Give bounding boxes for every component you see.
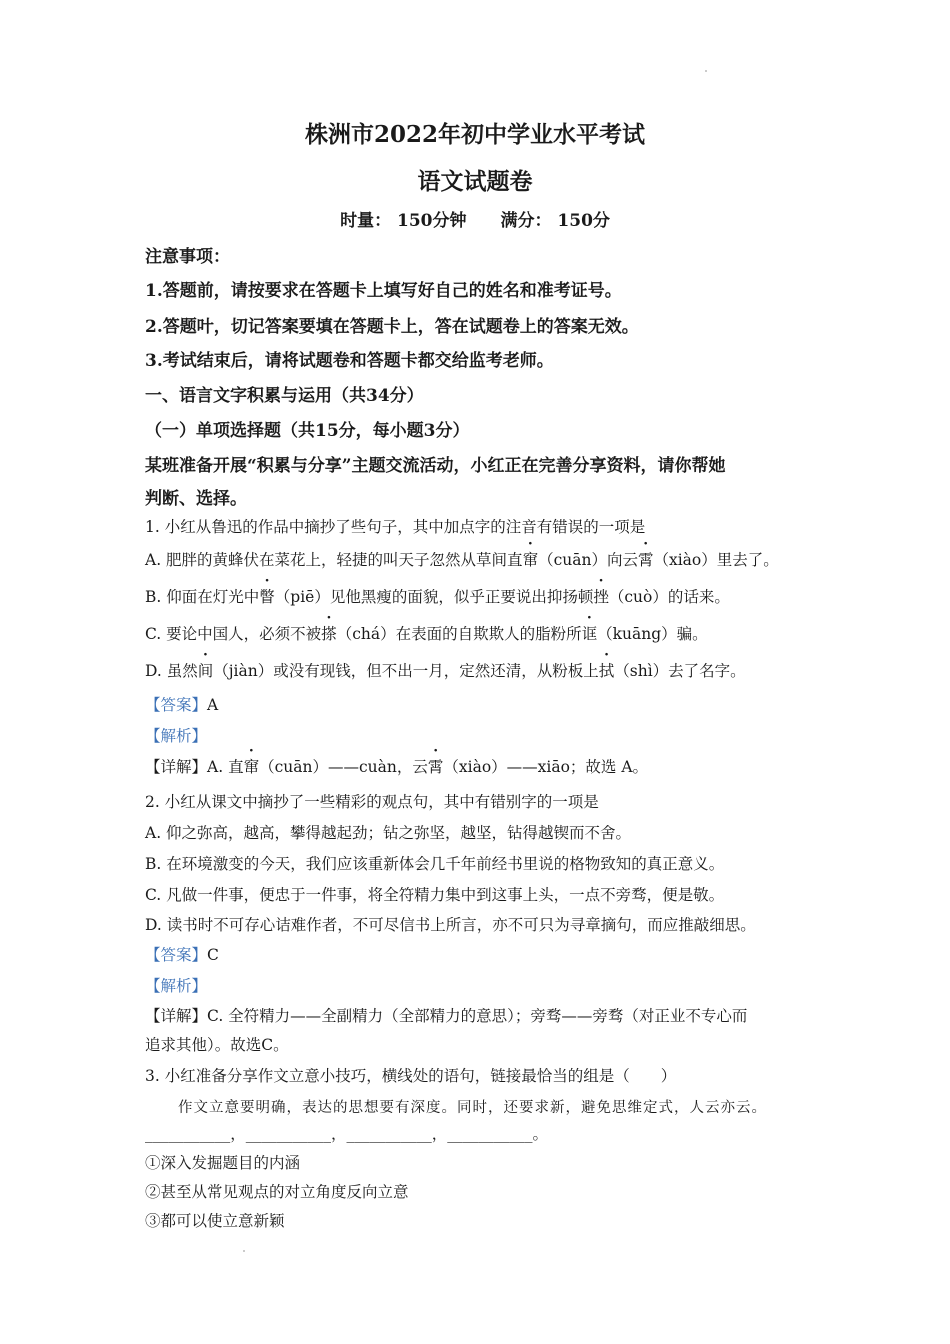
note-item: 1.答题前，请按要求在答题卡上填写好自己的姓名和准考证号。: [145, 281, 622, 301]
question-3-blanks: ___________，___________，___________，___________。: [145, 1125, 549, 1143]
exam-subtitle: 语文试题卷: [417, 168, 533, 195]
question-2-option-a: A. 仰之弥高，越高，攀得越起劲；钻之弥坚，越坚，钻得越锲而不舍。: [145, 824, 632, 842]
dotted-char: 霄: [427, 758, 444, 776]
option-text: （jiàn）或没有现钱，但不出一月，定然还清，从粉板上: [213, 662, 599, 680]
section-heading: 一、语言文字积累与运用（共34分）: [145, 386, 424, 406]
detail-text: （cuān）——cuàn，云: [259, 758, 428, 776]
question-1-option-d: [145, 659, 746, 681]
option-text: （cuò）的话来。: [608, 588, 730, 606]
detail-text: A. 直: [207, 758, 244, 776]
answer-tag: 【答案】: [145, 696, 208, 714]
dotted-char: 间: [197, 662, 214, 680]
option-text: （piē）见他黑瘦的面貌，似乎正要说出抑扬顿: [274, 588, 594, 606]
option-text: D. 虽然: [145, 662, 198, 680]
dotted-char: 霄: [637, 551, 654, 569]
question-1-option-a: [145, 548, 779, 570]
option-text: B. 仰面在灯光中: [145, 588, 260, 606]
detail-text: C. 全符精力——全副精力（全部精力的意思）；旁骛——旁骛（对正业不专心而: [207, 1007, 748, 1025]
question-2-option-d: D. 读书时不可存心诘难作者，不可尽信书上所言，亦不可只为寻章摘句，而应推敲细思。: [145, 916, 756, 934]
section-subheading: （一）单项选择题（共15分，每小题3分）: [145, 421, 470, 441]
question-3-item: ②甚至从常见观点的对立角度反向立意: [145, 1183, 409, 1201]
notes-heading: 注意事项：: [145, 247, 230, 267]
question-2-answer: [145, 943, 219, 965]
dotted-char: 搽: [321, 625, 337, 643]
option-text: （shì）去了名字。: [614, 662, 746, 680]
question-2-detail: [145, 1004, 747, 1026]
dotted-char: 窜: [243, 758, 260, 776]
dotted-char: 窜: [522, 551, 539, 569]
question-2-detail-cont: 追求其他）。故选C。: [145, 1036, 289, 1054]
question-1-detail: [145, 755, 648, 777]
question-3-passage: 作文立意要明确，表达的思想要有深度。同时，还要求新，避免思维定式，人云亦云。: [178, 1100, 767, 1116]
question-1-option-c: [145, 622, 708, 644]
scan-speck: [243, 1250, 245, 1252]
detail-tag: 【详解】: [145, 758, 208, 776]
dotted-char: 拭: [598, 662, 615, 680]
dotted-char: 诓: [581, 625, 598, 643]
question-3-stem: 3. 小红准备分享作文立意小技巧，横线处的语句，链接最恰当的组是（ ）: [145, 1067, 677, 1085]
option-text: A. 肥胖的黄蜂伏在菜花上，轻捷的叫天子忽然从草间直: [145, 551, 523, 569]
dotted-char: 瞥: [259, 588, 275, 606]
exam-meta: 时量： 150分钟 满分： 150分: [340, 211, 610, 231]
answer-value: A: [207, 696, 219, 714]
detail-tag: 【详解】: [145, 1007, 208, 1025]
option-text: （chá）在表面的自欺欺人的脂粉所: [336, 625, 582, 643]
detail-text: （xiào）——xiāo；故选 A。: [443, 758, 649, 776]
question-2-option-b: B. 在环境激变的今天，我们应该重新体会几千年前经书里说的格物致知的真正意义。: [145, 855, 725, 873]
option-text: （xiào）里去了。: [653, 551, 779, 569]
question-1-analysis-tag: 【解析】: [145, 727, 208, 745]
option-text: （kuāng）骗。: [597, 625, 708, 643]
section-intro: 某班准备开展“积累与分享”主题交流活动，小红正在完善分享资料，请你帮她: [145, 456, 726, 476]
answer-value: C: [207, 946, 219, 964]
option-text: C. 要论中国人，必须不被: [145, 625, 322, 643]
question-1-stem: 1. 小红从鲁迅的作品中摘抄了些句子，其中加点字的注音有错误的一项是: [145, 518, 646, 536]
scan-speck: [705, 70, 707, 72]
section-intro: 判断、选择。: [145, 489, 247, 509]
question-2-analysis-tag: 【解析】: [145, 977, 208, 995]
answer-tag: 【答案】: [145, 946, 208, 964]
option-text: （cuān）向云: [538, 551, 638, 569]
dotted-char: 挫: [593, 588, 609, 606]
note-item: 3.考试结束后，请将试题卷和答题卡都交给监考老师。: [145, 351, 554, 371]
question-3-item: ③都可以使立意新颖: [145, 1212, 285, 1230]
question-2-option-c: C. 凡做一件事，便忠于一件事，将全符精力集中到这事上头，一点不旁骛，便是敬。: [145, 886, 725, 904]
question-2-stem: 2. 小红从课文中摘抄了一些精彩的观点句，其中有错别字的一项是: [145, 793, 599, 811]
note-item: 2.答题叶，切记答案要填在答题卡上，答在试题卷上的答案无效。: [145, 317, 639, 337]
question-1-answer: [145, 693, 218, 715]
question-3-item: ①深入发掘题目的内涵: [145, 1154, 301, 1172]
exam-title: 株洲市2022年初中学业水平考试: [304, 121, 645, 148]
question-1-option-b: [145, 585, 730, 607]
